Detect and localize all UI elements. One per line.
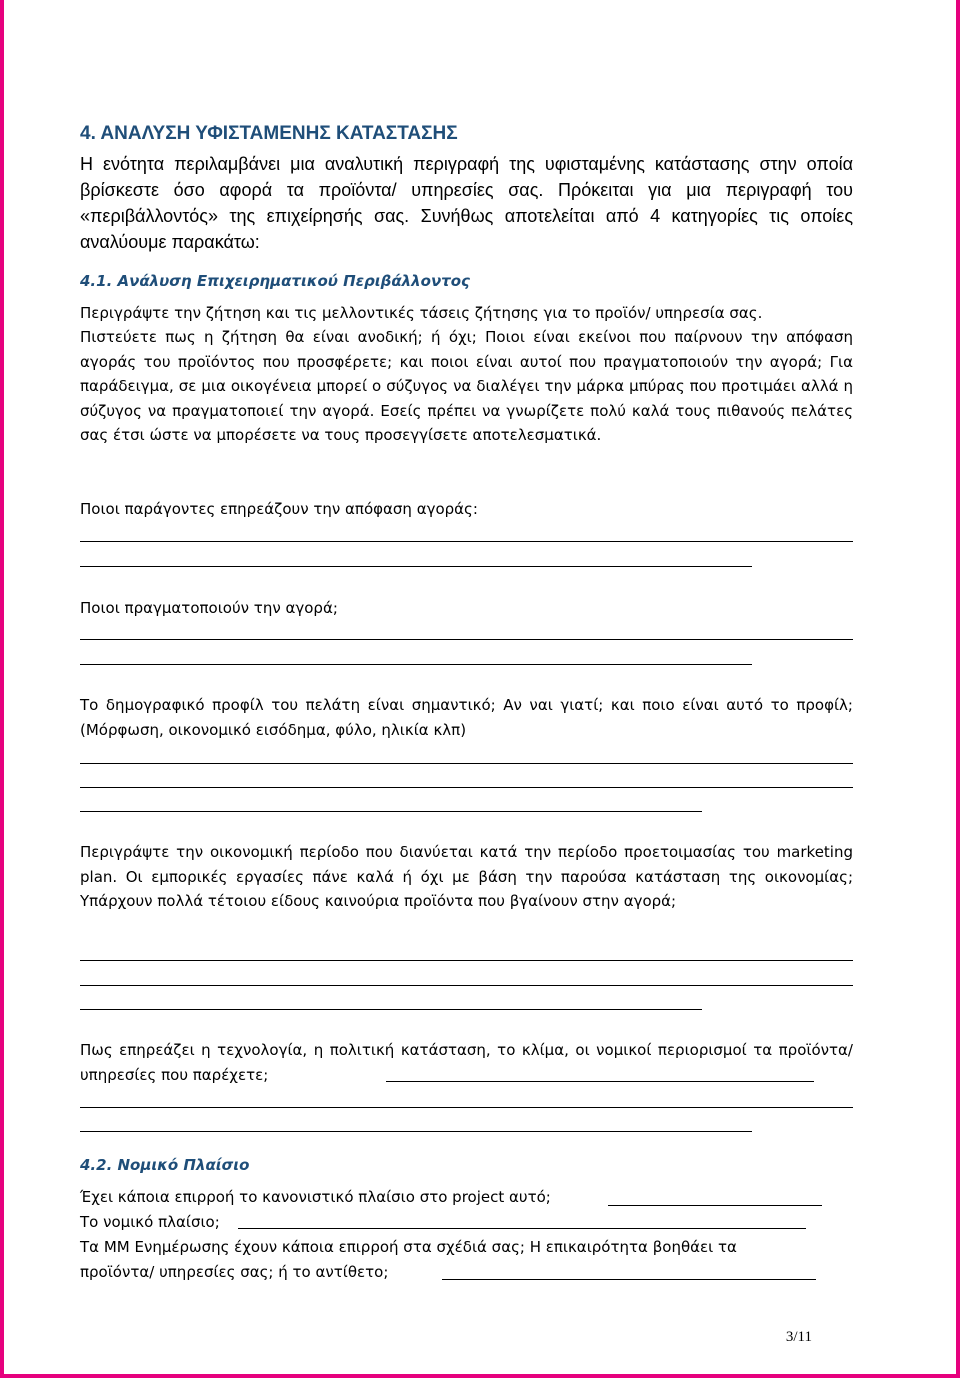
answer-line[interactable] (442, 1279, 816, 1280)
answer-line[interactable] (80, 566, 752, 567)
answer-line[interactable] (80, 787, 853, 788)
subsection-4-2-title: 4.2. Νομικό Πλαίσιο (80, 1156, 250, 1174)
answer-line[interactable] (238, 1228, 806, 1229)
answer-line[interactable] (80, 541, 853, 542)
section-intro: Η ενότητα περιλαμβάνει μια αναλυτική περιγραφή της υφισταμένης κατάστασης στην οποία βρίσκεστε όσο αφορά τα προϊόντα/ υπηρεσίες σας. Πρόκειται για μια περιγραφή του «περιβάλλοντός» της επιχείρησής σας. Συνήθως αποτελείται από 4 κατηγορίες τις οποίες αναλύουμε παρακάτω: (80, 154, 853, 252)
answer-line[interactable] (608, 1205, 822, 1206)
legal-framework-question (80, 1210, 853, 1235)
question-text: Έχει κάποια επιρροή το κανονιστικό πλαίσιο στο project αυτό; (80, 1188, 551, 1206)
answer-line[interactable] (80, 639, 853, 640)
question-text-1: Τα ΜΜ Ενημέρωσης έχουν κάποια επιρροή στα σχέδιά σας; Η επικαιρότητα βοηθάει τα (80, 1238, 737, 1256)
answer-line[interactable] (80, 763, 853, 764)
question-demographics: Το δημογραφικό προφίλ του πελάτη είναι σημαντικό; Αν ναι γιατί; και ποιο είναι αυτό το προφίλ; (Μόρφωση, οικονομικό εισόδημα, φύλο, ηλικία κλπ) (80, 696, 853, 739)
question-technology-politics (80, 1038, 853, 1087)
question-text: Πως επηρεάζει η τεχνολογία, η πολιτική κατάσταση, το κλίμα, οι νομικοί περιορισμοί τα προϊόντα/ υπηρεσίες που παρέχετε; (80, 1041, 853, 1084)
answer-line[interactable] (80, 811, 702, 812)
question-who-buys: Ποιοι πραγματοποιούν την αγορά; (80, 599, 338, 617)
answer-line[interactable] (80, 664, 752, 665)
question-text: Το νομικό πλαίσιο; (80, 1213, 220, 1231)
demand-paragraph: Πιστεύετε πως η ζήτηση θα είναι ανοδική; ή όχι; Ποιοι είναι εκείνοι που παίρνουν την απόφαση αγοράς του προϊόντος που προσφέρετε; και ποιοι είναι αυτοί που πραγματοποιούν την αγορά; Για παράδειγμα, σε μια οικογένεια μπορεί ο σύζυγος να διαλέγει την μάρκα μπύρας που προτιμάει αλλά η σύζυγος να πραγματοποιεί την αγορά. Εσείς πρέπει να γνωρίζετε πολύ καλά τους πιθανούς πελάτες σας έτσι ώστε να μπορέσετε να τους προσεγγίσετε αποτελεσματικά. (80, 328, 853, 444)
subsection-4-1-title: 4.1. Ανάλυση Επιχειρηματικού Περιβάλλοντος (80, 272, 470, 290)
answer-line[interactable] (80, 1131, 752, 1132)
demand-prompt: Περιγράψτε την ζήτηση και τις μελλοντικές τάσεις ζήτησης για το προϊόν/ υπηρεσία σας. (80, 304, 763, 322)
media-influence-question (80, 1235, 853, 1260)
answer-line[interactable] (80, 1107, 853, 1108)
question-text-2: προϊόντα/ υπηρεσίες σας; ή το αντίθετο; (80, 1263, 389, 1281)
page-border-bottom (0, 1374, 960, 1378)
page-border-left (0, 0, 4, 1378)
answer-line[interactable] (80, 960, 853, 961)
answer-line[interactable] (80, 1009, 702, 1010)
page-border-right (956, 0, 960, 1378)
answer-line[interactable] (386, 1081, 814, 1082)
question-purchase-factors: Ποιοι παράγοντες επηρεάζουν την απόφαση αγοράς: (80, 500, 478, 518)
section-title: 4. ΑΝΑΛΥΣΗ ΥΦΙΣΤΑΜΕΝΗΣ ΚΑΤΑΣΤΑΣΗΣ (80, 123, 458, 144)
media-influence-question-continued (80, 1260, 853, 1285)
question-economic-period: Περιγράψτε την οικονομική περίοδο που διανύεται κατά την περίοδο προετοιμασίας του marketing plan. Οι εμπορικές εργασίες πάνε καλά ή όχι με βάση την παρούσα κατάσταση της οικονομίας; Υπάρχουν πολλά τέτοιου είδους καινούρια προϊόντα που βγαίνουν στην αγορά; (80, 843, 853, 910)
page-number: 3/11 (785, 1329, 812, 1345)
answer-line[interactable] (80, 985, 853, 986)
